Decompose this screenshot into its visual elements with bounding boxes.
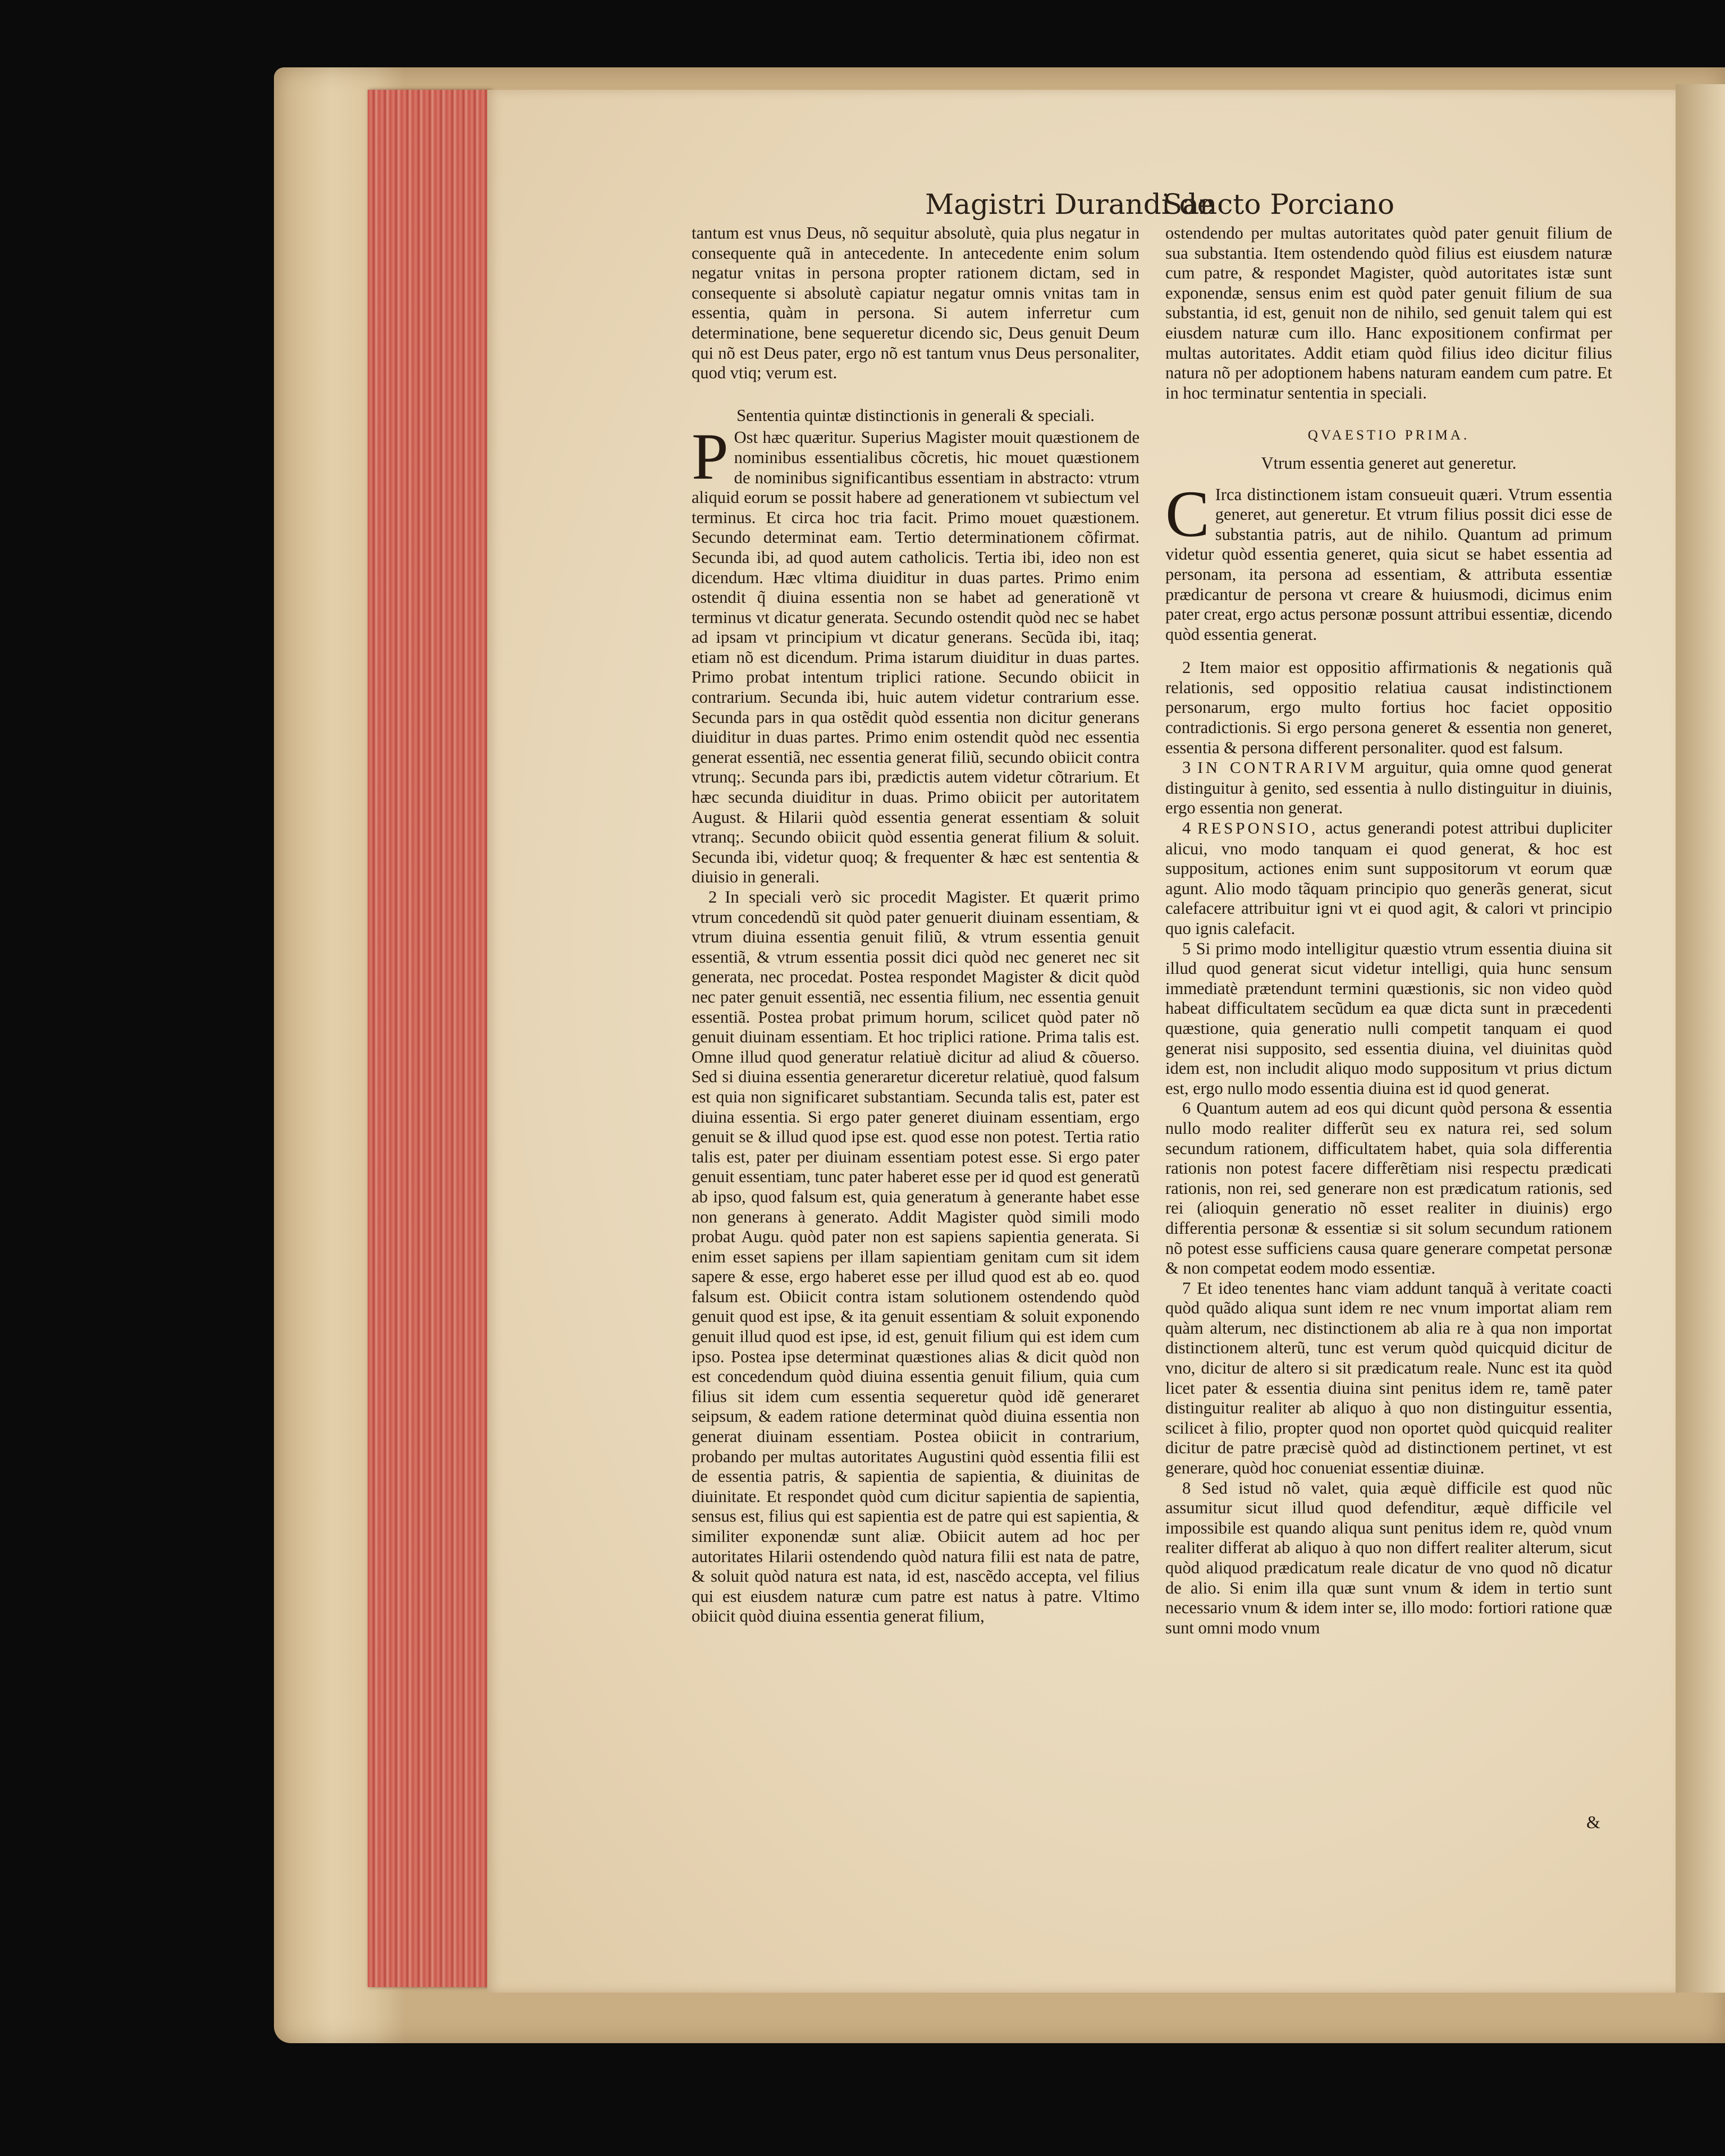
right-paragraph-3 [1165, 758, 1612, 818]
right-column [1165, 223, 1612, 1638]
catchword: & [1586, 1812, 1600, 1832]
right-paragraph-8: 8 Sed istud nõ valet, quia æquè difficile est quod nũc assumitur sicut illud quod defenditur, æquè difficile vel impossibile est quando aliqua sunt penitus idem re, quòd vnum realiter differat ab aliquo à quo non differt realiter alterum, sicut quòd aliquod prædicatum reale dicatur de vno quod nõ dicatur de alio. Si enim illa quæ sunt vnum & idem in tertio sunt necessario vnum & idem inter se, illo modo: fortiori ratione quæ sunt omni modo vnum [1165, 1478, 1612, 1637]
right-paragraph-3-text: arguitur, quia omne quod generat distinguitur à genito, sed essentia à nullo distinguitur in diuinis, ergo essentia non generat. [1165, 758, 1613, 818]
facing-page-edge [1676, 84, 1725, 1993]
sententia-heading: Sententia quintæ distinctionis in generali & speciali. [736, 405, 1095, 425]
left-paragraph-1-text: Ost hæc quæritur. Superius Magister mouit quæstionem de nominibus essentialibus cõcretis, hic mouet quæstionem de nominibus significantibus essentiam in abstracto: vtrum aliquid eorum se possit habere ad generationem vt subiectum vel terminus. Et circa hoc tria facit. Primo mouet quæstionem. Secundo determinat eam. Tertio determinationem cõfirmat. Secunda ibi, ad quod autem catholicis. Tertia ibi, ideo non est dicendum. Hæc vltima diuiditur in duas partes. Primo enim ostendit q̃ diuina essentia non se habet ad generationẽ vt terminus vt dicatur generata. Secundo ostendit quòd nec se habet ad ipsam vt principium vt dicatur generans. Secũda ibi, itaq; etiam nõ est dicendum. Prima istarum diuiditur in duas partes. Primo probat intentum triplici ratione. Secundo obiicit in contrarium. Secunda ibi, huic autem videtur contrarium esse. Secunda pars in qua ostẽdit quòd essentia non dicitur generans diuiditur in duas partes. Primo enim ostendit quòd nec essentia generat essentiã, nec essentia generat filiũ, secundo obiicit contra vtrunq;. Secunda pars ibi, prædictis autem videtur cõtrarium. Et hæc secunda diuiditur in duas. Primo obiicit per autoritatem August. & Hilarii quòd essentia generat essentiam & soluit vtranq;. Secundo obiicit quòd essentia generat filium & soluit. Secunda ibi, videtur quoq; & frequenter & hæc est sententia & diuisio in generali. [692, 428, 1140, 887]
paragraph-number: 4 [1182, 818, 1191, 838]
quaestio-heading: QVAESTIO PRIMA. [1307, 428, 1470, 443]
dropcap-p: P [692, 420, 729, 494]
left-paragraph-2-text: In speciali verò sic procedit Magister. Et quærit primo vtrum concedendũ sit quòd pater genuerit diuinam essentiam, & vtrum diuina essentia genuit filiũ, & vtrum essentia genuit essentiã, & vtrum essentia possit dici quòd nec generet nec sit generata, nec procedat. Postea respondet Magister & dicit quòd nec pater genuit essentiã, nec essentia filium, nec essentia genuit essentiã. Postea probat primum horum, scilicet quòd pater nõ genuit diuinam essentiam. Et hoc triplici ratione. Prima talis est. Omne illud quod generatur relatiuè dicitur ad aliud & cõuerso. Sed si diuina essentia generaretur diceretur relatiuè, quod falsum est quia non significaret substantiam. Secunda talis est, pater est diuina essentia. Si ergo pater generet diuinam essentiam, ergo genuit se & illud quod ipse est. quod esse non potest. Tertia ratio talis est, pater per diuinam essentiam potest esse. Si ergo pater genuit essentiam, tunc pater haberet esse per id quod est generatũ ab ipso, quod falsum est, quia generatum à generante habet esse non generans à generato. Addit Magister quòd simili modo probat Augu. quòd pater non est sapiens sapientia generata. Si enim esset sapiens per illam sapientiam genitam cum sit idem sapere & esse, ergo haberet esse per illud quod est ab eo. quod falsum est. Obiicit contra istam solutionem ostendendo quòd genuit quod est ipse, & ita genuit essentiam & soluit exponendo genuit illud quod est ipse, id est, genuit filium qui est idem cum ipso. Postea ipse determinat quæstiones alias & dicit quòd non est concedendum quòd diuina essentia genuit filium, quia cum filius sit idem cum essentia sequeretur quòd idẽ generaret seipsum, & eadem ratione determinat quòd diuina essentia non generat diuinam essentiam. Postea obiicit in contrarium, probando per multas autoritates Augustini quòd essentia filii est de essentia patris, & sapientia de sapientia, & diuinitas de diuinitate. Et respondet quòd cum dicitur sapientia de sapientia, sensus est, filius qui est sapientia est de patre qui est sapientia, & similiter exponendæ sunt aliæ. Obiicit autem ad hoc per autoritates Hilarii ostendendo quòd natura filii est nata de patre, & soluit quòd natura est nata, id est, nascẽdo accepta, vel filius qui est eiusdem naturæ cum patre est natus à patre. Vltimo obiicit quòd diuina essentia generat filium, [692, 887, 1140, 1626]
right-paragraph-5: 5 Si primo modo intelligitur quæstio vtrum essentia diuina sit illud quod generat sicut videtur intelligi, quia hunc sensum immediatè prætendunt termini quæstionis, sic non video quòd habeat difficultatem secũdum ea quæ dicta sunt in præcedenti quæstione, quia generatio nulli competit tanquam ei quod generat nisi supposito, sed essentia diuina, vel diuinitas quòd idem est, non includit aliquo modo suppositum vt prius dictum est, ergo nullo modo essentia diuina est id quod generat. [1165, 939, 1612, 1098]
paragraph-number: 3 [1182, 758, 1191, 777]
right-paragraph-2: 2 Item maior est oppositio affirmationis & negationis quã relationis, sed oppositio relatiua causat indistinctionem personarum, ergo multo fortius hoc faciet oppositio contradictionis. Si ergo persona generet & essentia non generet, essentia & persona different personaliter. quod est falsum. [1165, 658, 1612, 757]
responsio-caps: RESPONSIO, [1197, 820, 1319, 838]
dropcap-c: C [1165, 477, 1210, 551]
running-head-right: Sancto Porciano [1163, 188, 1395, 221]
in-contrarium-caps: IN CONTRARIVM [1197, 759, 1367, 777]
right-paragraph-4-text: actus generandi potest attribui dupliciter alicui, vno modo tanquam ei quod generat, & hoc est suppositum, actiones enim sunt suppositorum vt eorum quæ agunt. Alio modo tãquam principio quo generãs generat, sicut calefacere attribuitur igni vt ei quod agit, & calori vt principio quo ignis calefacit. [1165, 818, 1613, 938]
quaestio-title: Vtrum essentia generet aut generetur. [1261, 453, 1517, 473]
right-paragraph-4 [1165, 818, 1612, 939]
running-head-left: Magistri Durandi de [925, 188, 1214, 221]
right-intro-paragraph: ostendendo per multas autoritates quòd pater genuit filium de sua substantia. Item ostendendo quòd filius est eiusdem naturæ cum patre, & respondet Magister, quòd autoritates istæ sunt exponendæ, sensus enim est quòd pater genuit filium de sua substantia, id est, genuit non de nihilo, sed genuit talem qui est eiusdem naturæ cum illo. Hanc expositionem confirmat per multas autoritates. Addit etiam quòd filius ideo dicitur filius natura nõ per adoptionem habens naturam eandem cum patre. Et in hoc terminatur sententia in speciali. [1165, 223, 1612, 402]
left-paragraph-1 [692, 420, 1140, 887]
left-column [692, 223, 1140, 1627]
paragraph-number: 2 [708, 887, 717, 907]
right-paragraph-6: 6 Quantum autem ad eos qui dicunt quòd persona & essentia nullo modo realiter differũt seu ex natura rei, sed solum secundum rationem, difficultatem habet, quia sola differentia rationis non potest facere differẽtiam nisi respectu prædicati rationis, non rei, sed generare non est prædicatum rationis, sed rei (alioquin generatio nõ esset realiter in diuinis) ergo differentia personæ & essentiæ si sit solum secundum rationem nõ potest esse sufficiens causa quare generare competat personæ & non competat eodem modo essentiæ. [1165, 1098, 1612, 1278]
red-page-edges [368, 90, 491, 1987]
right-paragraph-1 [1165, 477, 1612, 645]
left-paragraph-2 [692, 887, 1140, 1627]
right-paragraph-1-text: Irca distinctionem istam consueuit quæri. Vtrum essentia generet, aut generetur. Et vtrum filius possit dici esse de substantia patris, aut de nihilo. Quantum ad primum videtur quòd essentia generet, quia sicut se habet essentia ad personam, ita persona ad essentiam, & attributa essentiæ prædicantur de persona vt creare & huiusmodi, dicimus enim pater creat, ergo actus personæ possunt attribui essentiæ, dicendo quòd essentia generat. [1165, 484, 1612, 644]
left-intro-paragraph: tantum est vnus Deus, nõ sequitur absolutè, quia plus negatur in consequente quã in antecedente. In antecedente enim solum negatur vnitas in persona propter rationem dictam, sed in consequente si absolutè capiatur negatur omnis vnitas tam in essentia, quàm in persona. Si autem inferretur cum determinatione, bene sequeretur dicendo sic, Deus genuit Deum qui nõ est Deus pater, ergo nõ est tantum vnus Deus personaliter, quod vtiq; verum est. [692, 223, 1140, 383]
right-paragraph-7: 7 Et ideo tenentes hanc viam addunt tanquã à veritate coacti quòd quãdo aliqua sunt idem re nec vnum importat aliam rem quàm alterum, nec distinctionem ab alia re à qua non importat distinctionem alterũ, tunc est verum quòd quicquid dicitur de vno, dicitur de altero si sit prædicatum reale. Nunc est ita quòd licet pater & essentia diuina sint penitus idem re, tamẽ pater distinguitur realiter ab aliquo à quo non distinguitur essentia, scilicet à filio, propter quod non oportet quòd quicquid realiter dicitur de patre præcisè quòd ad distinctionem pertinet, vt est generare, quòd hoc conueniat essentiæ diuinæ. [1165, 1278, 1612, 1478]
